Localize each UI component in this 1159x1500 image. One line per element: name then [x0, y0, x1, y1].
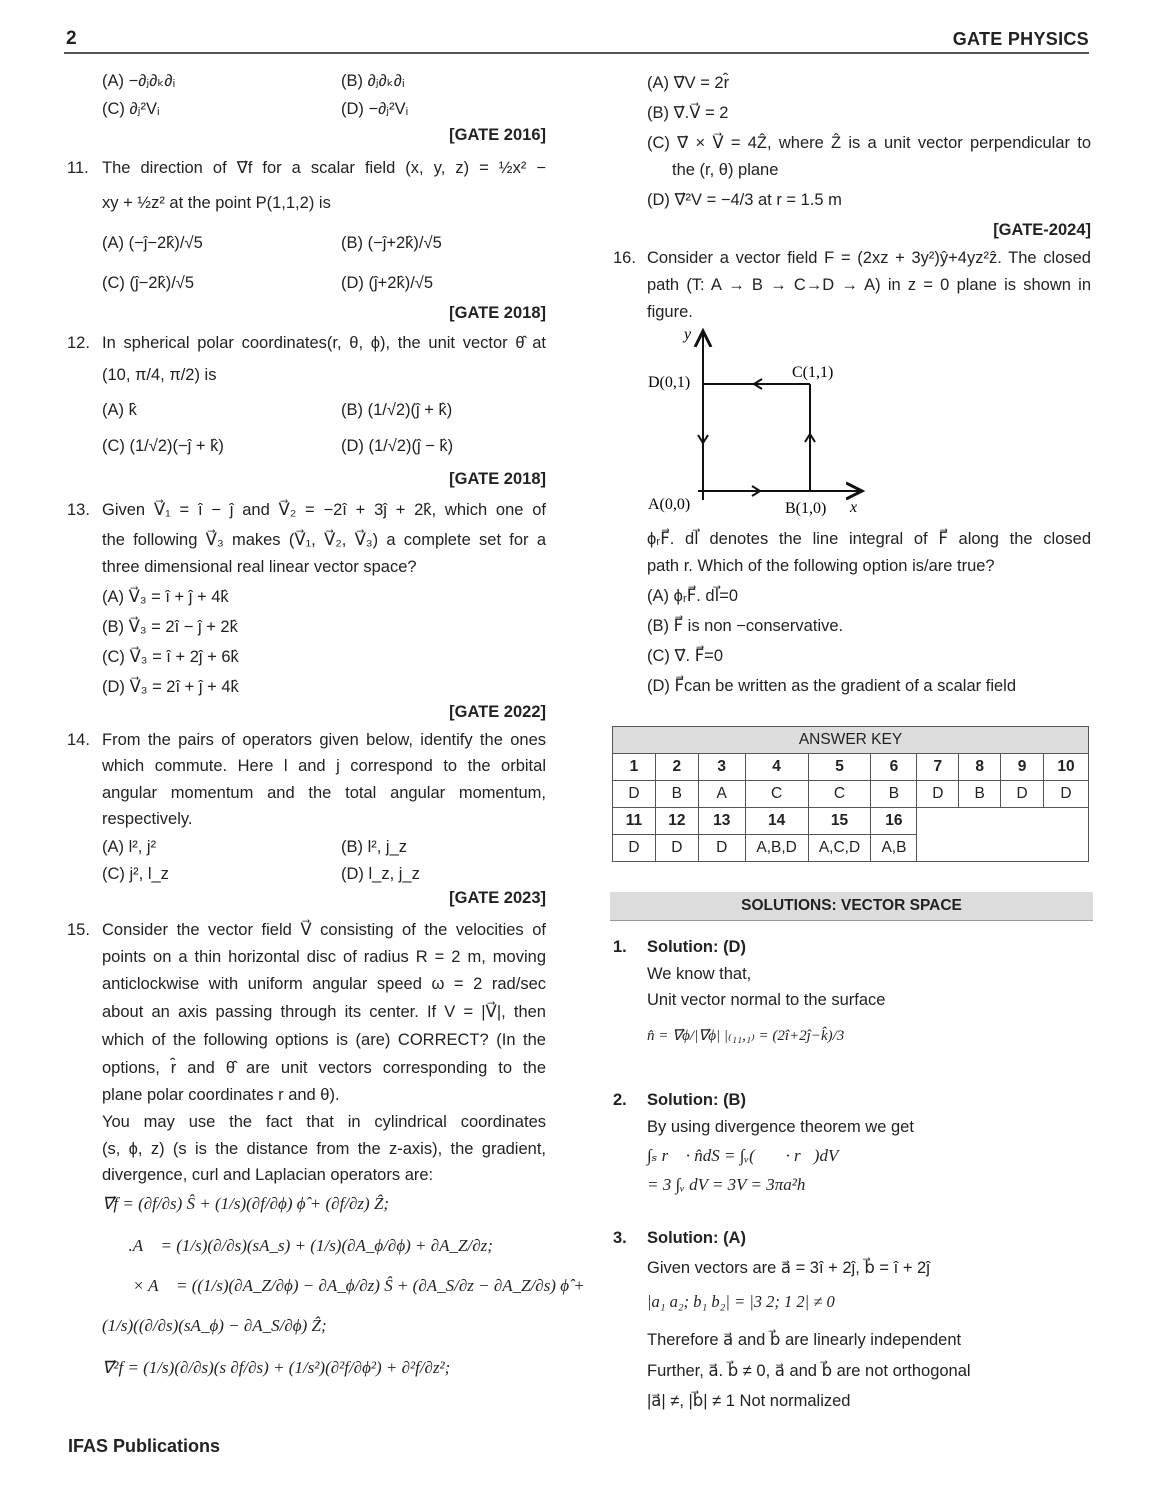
answer-key-table — [612, 726, 1089, 862]
q15-text-line: divergence, curl and Laplacian operators are: — [102, 1166, 434, 1184]
q12-option-b: (B) (1/√2)(ĵ + k̂) — [341, 401, 453, 419]
page-number: 2 — [66, 28, 77, 49]
x-axis-label: x — [850, 499, 858, 516]
q11-option-a: (A) (−ĵ−2k̂)/√5 — [102, 234, 203, 252]
solutions-banner: SOLUTIONS: VECTOR SPACE — [610, 892, 1093, 921]
key-q: 3 — [698, 754, 745, 781]
q15-text-line: options, r̂ and θ̂ are unit vectors corresponding to the — [102, 1059, 546, 1077]
key-q: 12 — [655, 808, 698, 835]
solution-heading: Solution: (B) — [647, 1091, 746, 1109]
key-a: B — [655, 781, 698, 808]
q16-option-a: (A) ϕᵣF⃗. dl⃗=0 — [647, 587, 739, 605]
q16-after-line2: path r. Which of the following option is/are true? — [647, 557, 995, 575]
point-b-label: B(1,0) — [785, 500, 827, 517]
q13-exam-tag: [GATE 2022] — [449, 703, 546, 721]
key-a: B — [959, 781, 1001, 808]
answer-key-question-row — [613, 808, 1089, 835]
q15-option-c-line1: (C) ∇⃗ × V⃗ = 4Ẑ, where Ẑ is a unit vector perpendicular to — [647, 134, 1091, 152]
q15-option-c-line2: the (r, θ) plane — [672, 161, 779, 179]
solution-line: Unit vector normal to the surface — [647, 991, 886, 1009]
key-q: 15 — [808, 808, 871, 835]
y-axis-label: y — [684, 326, 692, 343]
q11-option-c: (C) (ĵ−2k̂)/√5 — [102, 274, 195, 292]
curl-formula-line2: (1/s)((∂/∂s)(sA_ϕ) − ∂A_S/∂ϕ) Ẑ; — [102, 1316, 327, 1335]
key-a: D — [655, 835, 698, 862]
q10-option-b: (B) ∂ⱼ∂ₖ∂ᵢ — [341, 72, 405, 90]
header-divider — [64, 52, 1089, 54]
q13-option-d: (D) V⃗₃ = 2î + ĵ + 4k̂ — [102, 678, 239, 696]
solution-number: 1. — [613, 938, 627, 956]
q16-option-c: (C) ∇⃗. F⃗=0 — [647, 647, 723, 665]
solution-line: We know that, — [647, 965, 752, 983]
q16-option-b: (B) F⃗ is non −conservative. — [647, 617, 844, 635]
key-a: D — [613, 835, 656, 862]
q15-text-line: points on a thin horizontal disc of radius R = 2 m, moving — [102, 948, 546, 966]
q16-number: 16. — [613, 249, 636, 267]
solution-heading: Solution: (A) — [647, 1229, 746, 1247]
key-q: 7 — [917, 754, 959, 781]
key-a: A,B,D — [745, 835, 808, 862]
q16-text-line3: figure. — [647, 303, 693, 321]
q14-text-line2: which commute. Here l and j correspond to the orbital — [102, 757, 546, 775]
q12-option-a: (A) k̂ — [102, 401, 137, 419]
answer-key-question-row — [613, 754, 1089, 781]
q15-text-line: (s, ϕ, z) (s is the distance from the z-axis), the gradient, — [102, 1140, 546, 1158]
point-d-label: D(0,1) — [648, 374, 691, 391]
q13-text-line1: Given V⃗₁ = î − ĵ and V⃗₂ = −2î + 3ĵ + 2k̂, which one of — [102, 501, 546, 519]
q12-text-line2: (10, π/4, π/2) is — [102, 366, 217, 384]
q12-text-line1: In spherical polar coordinates(r, θ, ϕ), the unit vector θ̂ at — [102, 334, 546, 352]
q15-option-a: (A) ∇⃗V = 2r̂ — [647, 74, 730, 92]
solution-determinant: |a₁ a₂; b₁ b₂| = |3 2; 1 2| ≠ 0 — [647, 1292, 835, 1311]
solution-line: |a⃗| ≠, |b⃗| ≠ 1 Not normalized — [647, 1392, 851, 1410]
key-q: 13 — [698, 808, 745, 835]
solution-line: Therefore a⃗ and b⃗ are linearly independent — [647, 1331, 962, 1349]
solution-line: Given vectors are a⃗ = 3î + 2ĵ, b⃗ = î + 2ĵ — [647, 1259, 930, 1277]
q14-option-d: (D) l_z, j_z — [341, 865, 420, 883]
q14-text-line1: From the pairs of operators given below, identify the ones — [102, 731, 546, 749]
key-a: D — [917, 781, 959, 808]
gradient-formula: ∇⃗f = (∂f/∂s) Ŝ + (1/s)(∂f/∂ϕ) ϕ̂ + (∂f/∂z) Ẑ; — [102, 1194, 390, 1213]
q11-text-line1: The direction of ∇⃗f for a scalar field (x, y, z) = ½x² − — [102, 159, 546, 177]
q10-option-d: (D) −∂ⱼ²Vᵢ — [341, 100, 409, 118]
q12-option-c: (C) (1/√2)(−ĵ + k̂) — [102, 437, 224, 455]
q11-number: 11. — [67, 159, 89, 177]
q12-exam-tag: [GATE 2018] — [449, 470, 546, 488]
q11-text-line2: xy + ½z² at the point P(1,1,2) is — [102, 194, 331, 212]
key-q: 1 — [613, 754, 656, 781]
q11-option-d: (D) (ĵ+2k̂)/√5 — [341, 274, 434, 292]
key-q: 8 — [959, 754, 1001, 781]
key-q: 9 — [1001, 754, 1044, 781]
key-a: A,C,D — [808, 835, 871, 862]
q15-option-b: (B) ∇⃗.V⃗ = 2 — [647, 104, 729, 122]
running-title: GATE PHYSICS — [952, 29, 1089, 49]
key-q: 4 — [745, 754, 808, 781]
q12-number: 12. — [67, 334, 90, 352]
solution-number: 3. — [613, 1229, 627, 1247]
q13-text-line2: the following V⃗₃ makes (V⃗₁, V⃗₂, V⃗₃) a complete set for a — [102, 531, 546, 549]
key-q: 11 — [613, 808, 656, 835]
q14-text-line3: angular momentum and the total angular momentum, — [102, 784, 546, 802]
curl-formula-line1: ∇⃗ × A⃗ = ((1/s)(∂A_Z/∂ϕ) − ∂A_ϕ/∂z) Ŝ + (∂A_S/∂z − ∂A_Z/∂s) ϕ̂ + — [102, 1276, 585, 1295]
q15-text-line: plane polar coordinates r and θ). — [102, 1086, 340, 1104]
q14-exam-tag: [GATE 2023] — [449, 889, 546, 907]
q14-text-line4: respectively. — [102, 810, 193, 828]
q12-option-d: (D) (1/√2)(ĵ − k̂) — [341, 437, 454, 455]
point-c-label: C(1,1) — [792, 364, 834, 381]
solution-heading: Solution: (D) — [647, 938, 746, 956]
key-q: 2 — [655, 754, 698, 781]
key-q: 5 — [808, 754, 871, 781]
laplacian-formula: ∇⃗²f = (1/s)(∂/∂s)(s ∂f/∂s) + (1/s²)(∂²f/∂ϕ²) + ∂²f/∂z²; — [102, 1358, 451, 1377]
q15-text-line: anticlockwise with uniform angular speed ω = 2 rad/sec — [102, 975, 546, 993]
q16-text-line2: path (T: A → B → C→D → A) in z = 0 plane is shown in — [647, 276, 1091, 294]
divergence-formula: ∇⃗.A⃗ = (1/s)(∂/∂s)(sA_s) + (1/s)(∂A_ϕ/∂ϕ) + ∂A_Z/∂z; — [102, 1236, 493, 1255]
key-a: A — [698, 781, 745, 808]
footer-publisher: IFAS Publications — [68, 1436, 221, 1456]
key-q: 10 — [1044, 754, 1089, 781]
answer-key-title: ANSWER KEY — [613, 727, 1089, 754]
answer-key-answer-row — [613, 781, 1089, 808]
q13-text-line3: three dimensional real linear vector space? — [102, 558, 417, 576]
q13-option-c: (C) V⃗₃ = î + 2ĵ + 6k̂ — [102, 648, 239, 666]
point-a-label: A(0,0) — [648, 496, 691, 513]
solution-formula: n̂ = ∇⃗ϕ/|∇⃗ϕ| |₍₁₁,₁₎ = (2î+2ĵ−k̂)/3 — [647, 1028, 845, 1044]
q11-exam-tag: [GATE 2018] — [449, 304, 546, 322]
key-q: 14 — [745, 808, 808, 835]
q16-text-line1: Consider a vector field F = (2xz + 3y²)ŷ+4yz²ẑ. The closed — [647, 249, 1091, 267]
key-a: A,B — [871, 835, 917, 862]
q15-text-line: about an axis passing through its center. If V = |V⃗|, then — [102, 1003, 546, 1021]
q14-option-b: (B) l², j_z — [341, 838, 407, 856]
key-q: 6 — [871, 754, 917, 781]
q14-option-a: (A) l², j² — [102, 838, 157, 856]
q13-number: 13. — [67, 501, 90, 519]
key-a: D — [1001, 781, 1044, 808]
q10-option-c: (C) ∂ⱼ²Vᵢ — [102, 100, 160, 118]
solution-formula: = 3 ∫ᵥ dV = 3V = 3πa²h — [647, 1175, 806, 1194]
q13-option-a: (A) V⃗₃ = î + ĵ + 4k̂ — [102, 588, 229, 606]
q15-exam-tag: [GATE-2024] — [993, 221, 1091, 239]
solution-line: By using divergence theorem we get — [647, 1118, 914, 1136]
q14-option-c: (C) j², l_z — [102, 865, 169, 883]
q10-exam-tag: [GATE 2016] — [449, 126, 546, 144]
key-a: C — [745, 781, 808, 808]
answer-key-empty-cell — [917, 808, 1089, 862]
key-a: D — [1044, 781, 1089, 808]
key-a: D — [613, 781, 656, 808]
key-q: 16 — [871, 808, 917, 835]
solution-line: Further, a⃗. b⃗ ≠ 0, a⃗ and b⃗ are not orthogonal — [647, 1362, 971, 1380]
key-a: C — [808, 781, 871, 808]
key-a: B — [871, 781, 917, 808]
q10-option-a: (A) −∂ⱼ∂ₖ∂ᵢ — [102, 72, 176, 90]
q15-text-line: You may use the fact that in cylindrical coordinates — [102, 1113, 546, 1131]
solution-number: 2. — [613, 1091, 627, 1109]
key-a: D — [698, 835, 745, 862]
solution-formula: ∫ₛ r⃗ · n̂dS = ∫ᵥ(∇⃗ · r⃗)dV — [647, 1146, 839, 1165]
q11-option-b: (B) (−ĵ+2k̂)/√5 — [341, 234, 442, 252]
q15-text-line: which of the following options is (are) CORRECT? (In the — [102, 1031, 546, 1049]
q15-option-d: (D) ∇⃗²V = −4/3 at r = 1.5 m — [647, 191, 842, 209]
q13-option-b: (B) V⃗₃ = 2î − ĵ + 2k̂ — [102, 618, 238, 636]
closed-path-figure — [640, 325, 880, 520]
q15-text-line: Consider the vector field V⃗ consisting of the velocities of — [102, 921, 546, 939]
q15-number: 15. — [67, 921, 90, 939]
q16-option-d: (D) F⃗can be written as the gradient of a scalar field — [647, 677, 1017, 695]
q14-number: 14. — [67, 731, 90, 749]
q16-after-line1: ϕᵣF⃗. dl⃗ denotes the line integral of F⃗ along the closed — [647, 530, 1091, 548]
